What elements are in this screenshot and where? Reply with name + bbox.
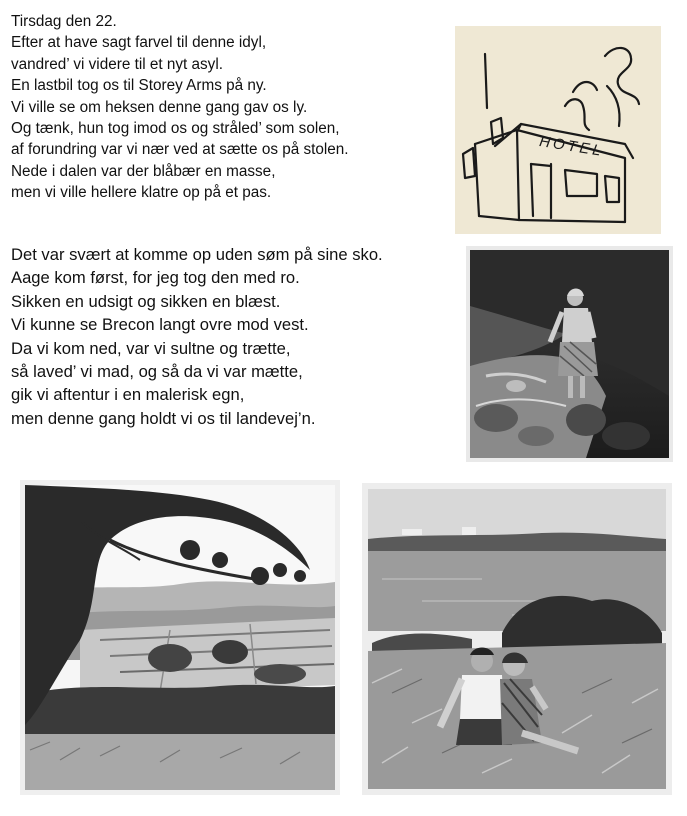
poem-line: men vi ville hellere klatre op på et pas. bbox=[11, 184, 272, 202]
poem-line: så laved’ vi mad, og så da vi var mætte, bbox=[11, 362, 303, 382]
poem-line: Det var svært at komme op uden søm på sine sko. bbox=[11, 245, 383, 264]
poem-line: Aage kom først, for jeg tog den med ro. bbox=[11, 268, 300, 288]
poem-line: Vi ville se om heksen denne gang gav os ly. bbox=[11, 98, 308, 116]
photo-couple-in-grass bbox=[362, 483, 672, 795]
poem-line: Efter at have sagt farvel til denne idyl, bbox=[11, 34, 267, 52]
poem-line: vandred’ vi videre til et nyt asyl. bbox=[11, 55, 223, 73]
poem-line: En lastbil tog os til Storey Arms på ny. bbox=[11, 77, 267, 95]
hotel-sign-text: HOTEL bbox=[538, 133, 605, 161]
poem-line: men denne gang holdt vi os til landevej’n. bbox=[11, 408, 316, 428]
photo-valley-landscape bbox=[20, 480, 340, 795]
poem-line: Og tænk, hun tog imod os og stråled’ som solen, bbox=[11, 120, 340, 138]
poem-line: Nede i dalen var der blåbær en masse, bbox=[11, 162, 276, 180]
poem-stanza-2 bbox=[11, 243, 466, 430]
poem-line: Sikken en udsigt og sikken en blæst. bbox=[11, 291, 281, 311]
poem-stanza-1 bbox=[11, 11, 451, 204]
poem-line: gik vi aftentur i en malerisk egn, bbox=[11, 385, 245, 405]
hotel-sketch bbox=[455, 26, 661, 234]
poem-line: Da vi kom ned, var vi sultne og trætte, bbox=[11, 338, 291, 358]
photo-woman-by-stream bbox=[466, 246, 673, 462]
poem-line: Vi kunne se Brecon langt ovre mod vest. bbox=[11, 315, 309, 335]
poem-date-heading: Tirsdag den 22. bbox=[11, 13, 117, 30]
poem-line: af forundring var vi nær ved at sætte os på stolen. bbox=[11, 141, 349, 159]
